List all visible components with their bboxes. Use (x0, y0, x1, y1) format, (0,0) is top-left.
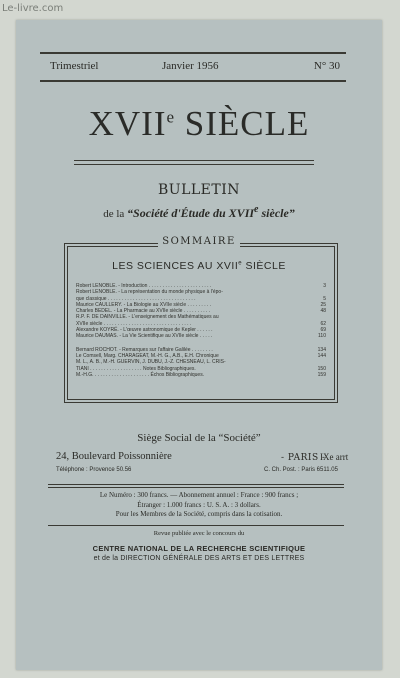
postal-account: C. Ch. Post. : Paris 6511.05 (264, 467, 338, 473)
city: - PARIS - (281, 453, 326, 463)
toc-entry: Charles BEDEL. - La Pharmacie au XVIIe siècle . . . . . . . . . . 48 (76, 308, 326, 315)
sommaire-label: SOMMAIRE (16, 236, 382, 247)
toc-entry: Maurice DAUMAS. - La Vie Scientifique au XVIIe siècle . . . . . 110 (76, 333, 326, 340)
bulletin-heading: BULLETIN (157, 182, 241, 198)
street-address: 24, Boulevard Poissonnière (56, 451, 172, 462)
publisher-note: Revue publiée avec le concours du (153, 530, 245, 537)
toc-entry: XVIIe siècle . . . . . . . . . . . . . . . . . . . . . . . . . . . . . . . . 62 (76, 320, 326, 327)
title-rule (74, 160, 314, 161)
prices-rule-top (48, 484, 344, 485)
toc-entry: Robert LENOBLE. - La représentation du monde physique à l'épo- (76, 289, 223, 296)
headquarters-heading: Siège Social de la “Société” (137, 432, 261, 444)
header-row (40, 60, 346, 76)
toc-entry: Alexandre KOYRÉ. - L'œuvre astronomique de Kepler . . . . . . 69 (76, 327, 326, 334)
sommaire-heading: LES SCIENCES AU XVIIe SIÈCLE (112, 260, 286, 272)
title-rule-2 (74, 164, 314, 165)
issue-number: N° 30 (313, 60, 340, 72)
table-of-contents (76, 283, 326, 378)
journal-title: XVIIe SIÈCLE (88, 104, 310, 143)
toc-entry: M. L., A. B., M.-H. GUERVIN, J. DUBU, J.-Z. CHESNEAU, L. CRIS- (76, 359, 226, 366)
toc-entry: que classique . . . . . . . . . . . . . . . . . . . . . . . . . . . . . . . . 5 (76, 295, 326, 302)
toc-entry: Maurice CAULLERY. - La Biologie au XVIIe siècle . . . . . . . . . 25 (76, 301, 326, 308)
subscription-prices: Le Numéro : 300 francs. — Abonnement annuel : France : 900 francs ; Étranger : 1.000 francs : U. S. A. : 3 dollars. Pour les Membres de la Société, compris dans la cotisation. (99, 491, 299, 518)
prices-rule-bottom (48, 525, 344, 526)
toc-entry: TIANI . . . . . . . . . . . . . . . . . . . Notes Bibliographiques. 150 (76, 365, 326, 372)
toc-entry: R.P. F. DE DAINVILLE. - L'enseignement des Mathématiques au (76, 314, 219, 321)
periodicity: Trimestriel (50, 60, 99, 72)
prices-rule-top-2 (48, 487, 344, 488)
issue-date: Janvier 1956 (162, 60, 219, 72)
telephone: Téléphone : Provence 50.56 (56, 467, 132, 473)
direction-name: et de la DIRECTION GÉNÉRALE DES ARTS ET DES LETTRES (93, 555, 305, 562)
cnrs-name: CENTRE NATIONAL DE LA RECHERCHE SCIENTIFIQUE (92, 544, 306, 553)
arrondissement: IXe arrt (320, 452, 349, 462)
header-frame (40, 52, 346, 82)
toc-entry: M.-H.G. . . . . . . . . . . . . . . . . . . . . Échos Bibliographiques. 159 (76, 371, 326, 378)
toc-entry: Bernard ROCHOT. - Remarques sur l'affaire Galilée . . . . . . . . 134 (76, 346, 326, 353)
toc-entry: Le Comsell, Marg. CHARAGEAT, M.-H. G., A.B., E.H. Chronique 144 (76, 352, 326, 359)
society-name: de la “Société d'Étude du XVIIe siècle” (103, 204, 295, 220)
watermark: Le-livre.com (2, 3, 64, 14)
toc-entry: Robert LENOBLE. - Introduction . . . . . . . . . . . . . . . . . . . . . . . 3 (76, 283, 326, 289)
